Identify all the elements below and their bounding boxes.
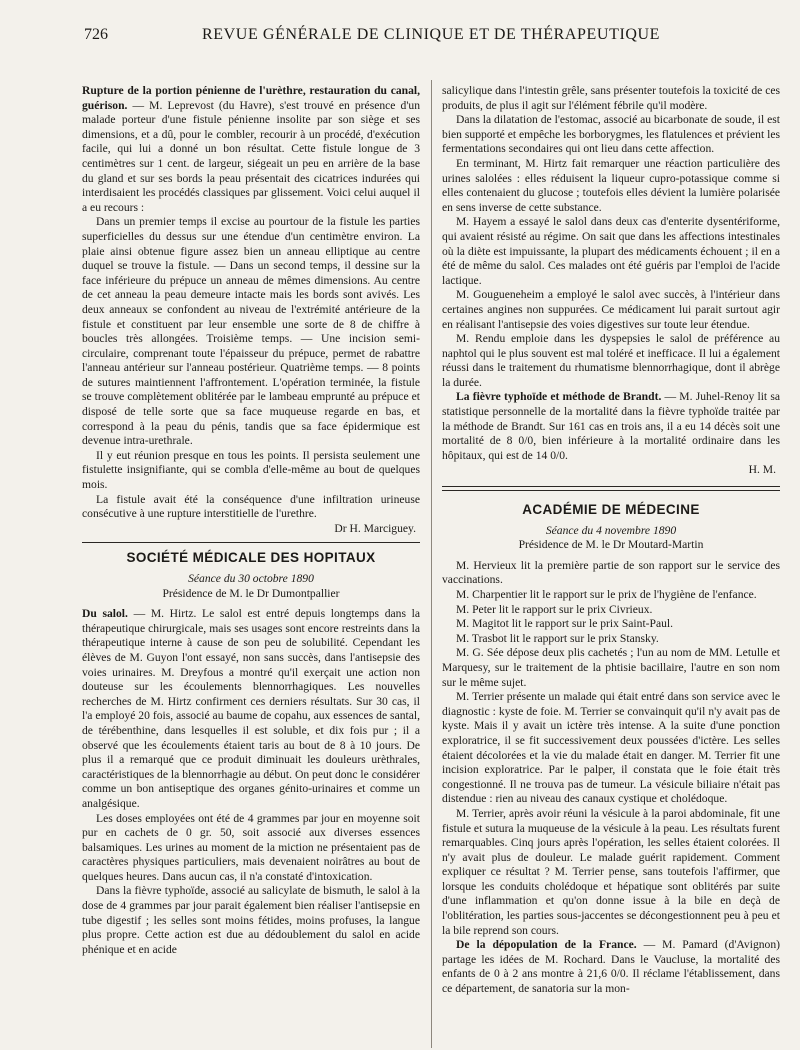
section-title: SOCIÉTÉ MÉDICALE DES HOPITAUX xyxy=(126,550,376,566)
left-column xyxy=(82,84,420,957)
article-paragraph: M. Charpentier lit le rapport sur le prix de l'hygiène de l'enfance. xyxy=(456,588,757,601)
article-text: — M. Hirtz. Le salol est entré depuis longtemps dans la thérapeutique chirurgicale, mais ses usages sont encore restreints dans la thérapeutique interne à cause de son peu de solubilité. Cependant les élèves de M. Guyon l'ont essayé, non sans succès, dans l'antisepsie des voies urinaires. M. Dreyfous a montré qu'il exerçait une action non douteuse sur les écoulements blennorrhagiques. Les nouvelles recherches de M. Hirtz confirment ces derniers résultats. Sur 30 cas, il l'a employé 20 fois, associé au baume de copahu, aux essences de santal, de térébenthine, dans lesquelles il est soluble, et dix fois pur ; il a observé que les écoulements étaient taris au bout de 8 à 10 jours. De plus il a remarqué que ce produit diminuait les douleurs urèthrales, caractéristiques de la blennorrhagie au début. On peut donc le considérer comme un bon antiseptique des organes génito-urinaires et comme un analgésique. xyxy=(82,607,420,810)
running-title: REVUE GÉNÉRALE DE CLINIQUE ET DE THÉRAPEUTIQUE xyxy=(202,26,661,43)
article-paragraph: Dans la fièvre typhoïde, associé au salicylate de bismuth, le salol à la dose de 4 grammes par jour parait également bien réaliser l'antisepsie en tube digestif ; les selles sont moins fétides, moins profuses, la langue plus propre. Cette action est due au dédoublement du salol en acide phénique et en acide xyxy=(82,884,420,956)
article-paragraph: Dans la dilatation de l'estomac, associé au bicarbonate de soude, il est bien supporté et empêche les borborygmes, les flatulences et prévient les fermentations secondaires qui ont lieu dans cette affection. xyxy=(442,113,780,156)
page-number: 726 xyxy=(84,26,108,43)
article-paragraph: M. Terrier, après avoir réuni la vésicule à la paroi abdominale, fit une fistule et sutura la muqueuse de la vésicule à la peau. Les résultats furent remarquables. Cinq jours après l'opération, les selles étaient colorées. Il n'y avait plus de douleur. Le malade guérit rapidement. Comment expliquer ce résultat ? M. Terrier pense, sans toutefois l'affirmer, que lorsque les conduits cholédoque et hépatique sont oblitérés par suite d'une inflammation et qu'on donne issue à la bile en deçà de l'oblitération, les parties sous-jaccentes se décongestionnent peu à peu et la bile reprend son cours. xyxy=(442,806,780,937)
article-paragraph: M. Magitot lit le rapport sur le prix Saint-Paul. xyxy=(456,617,674,631)
article-text: — M. Leprevost (du Havre), s'est trouvé en présence d'un malade porteur d'une fistule pénienne insolite par son siège et ses dimensions, et a dû, pour le combler, recourir à un procédé, d'exécution facile, qui lui a donné un bon résultat. Cette fistule longue de 3 centimètres sur 1 cent. de largeur, siégeait un peu en arrière de la base du gland et sur ses bords la peau présentait des cicatrices indurées qui interdisaient les procédés classiques par glissement. Voici celui auquel il a eu recours : xyxy=(82,98,420,214)
article-paragraph: En terminant, M. Hirtz fait remarquer une réaction particulière des urines salolées : elles réduisent la liqueur cupro-potassique comme si elles contenaient du glucose ; toutefois elles dévient la lumière polarisée en sens inverse de cette substance. xyxy=(442,156,780,214)
presidence-line: Présidence de M. le Dr Moutard-Martin xyxy=(518,538,704,552)
seance-date: Séance du 30 octobre 1890 xyxy=(188,572,314,585)
article-paragraph: M. Hervieux lit la première partie de son rapport sur le service des vaccinations. xyxy=(442,558,780,587)
right-column xyxy=(442,84,780,997)
page-header xyxy=(84,24,774,52)
article-paragraph: M. Peter lit le rapport sur le prix Civrieux. xyxy=(456,602,653,616)
section-rule xyxy=(442,486,780,491)
article-rubric: Rupture de la portion pénienne de l'urèthre, restauration du canal, guérison. xyxy=(82,84,420,112)
column-divider xyxy=(431,80,432,1048)
article-rubric: La fièvre typhoïde et méthode de Brandt. xyxy=(456,390,662,404)
article-text: — M. Juhel-Renoy lit sa statistique personnelle de la mortalité dans la fièvre typhoïde traitée par la méthode de Brandt. Sur 161 cas en trois ans, il a eu 14 décès soit une mortalité de 8 0/0, bien inférieure à la mortalité ordinaire dans les hôpitaux, qui est de 14 0/0. xyxy=(442,390,780,462)
section-rule xyxy=(82,542,420,543)
article-signature: Dr H. Marciguey. xyxy=(334,521,416,535)
article-paragraph: M. Trasbot lit le rapport sur le prix Stansky. xyxy=(456,631,659,645)
article-rubric: Du salol. xyxy=(82,607,128,621)
article-paragraph: M. Terrier présente un malade qui était entré dans son service avec le diagnostic : kyste de foie. M. Terrier se convainquit qu'il n'y avait pas de kyste. Mais il y avait un ictère très intense. A la suite d'une ponction exploratrice, il se fit successivement deux poussées d'ictère. Les selles étaient décolorées et la vie du malade était en danger. M. Terrier fit une incision exploratrice. Par le palper, il constata que le foie était très congestionné. Il ne trouva pas de tumeur. La vésicule biliaire n'était pas distendue : rien au niveau des canaux cystique et cholédoque. xyxy=(442,690,780,806)
article-rubric: De la dépopulation de la France. xyxy=(456,938,637,952)
article-paragraph xyxy=(442,390,780,463)
article-paragraph: M. Rendu emploie dans les dyspepsies le salol de préférence au naphtol qui le plus souvent est mal toléré et inefficace. Il lui a également réussi dans le traitement du rhumatisme blennorrhagique, dont il abrège la durée. xyxy=(442,332,780,389)
article-paragraph: Il y eut réunion presque en tous les points. Il persista seulement une fistulette insignifiante, qui se combla d'elle-même au bout de quelques mois. xyxy=(82,448,420,492)
article-paragraph: M. Gougueneheim a employé le salol avec succès, à l'intérieur dans certaines angines non suppurées. Ce médicament lui parait surtout agir en réalisant l'antisepsie des voies digestives sur toute leur étendue. xyxy=(442,288,780,331)
article-paragraph: La fistule avait été la conséquence d'une infiltration urineuse consécutive à une rupture interstitielle de l'urethre. xyxy=(82,492,420,521)
presidence-line: Présidence de M. le Dr Dumontpallier xyxy=(162,586,340,600)
article-paragraph xyxy=(82,84,420,215)
article-paragraph: M. Hayem a essayé le salol dans deux cas d'enterite dysentériforme, qui avaient résisté au régime. On sait que dans les affections intestinales où la diète est impuissante, la plupart des médicaments échouent ; il en a été de même du salol. Ces malades ont été guéris par l'emploi de l'acide lactique. xyxy=(442,215,780,287)
article-paragraph: salicylique dans l'intestin grêle, sans présenter toutefois la toxicité de ces produits, de plus il agit sur l'élément fébrile qu'il modère. xyxy=(442,84,780,112)
article-paragraph: M. G. Sée dépose deux plis cachetés ; l'un au nom de MM. Letulle et Marquesy, sur le traitement de la phtisie bacillaire, l'autre en son nom sur le même sujet. xyxy=(442,646,780,689)
article-paragraph: Les doses employées ont été de 4 grammes par jour en moyenne soit pur en cachets de 0 gr. 50, soit associé aux diverses essences balsamiques. Les urines au moment de la miction ne présentaient pas de caractères physiques particuliers, mais devenaient noirâtres au bout de quelques heures. Dans aucun cas, il n'a constaté d'intoxication. xyxy=(82,811,420,883)
article-paragraph xyxy=(442,938,780,996)
article-text: — M. Pamard (d'Avignon) partage les idées de M. Rochard. Dans le Vaucluse, la mortalité des enfants de 0 à 2 ans montre à 21,6 0/0. Il réclame l'établissement, dans ce département, de sanatoria sur la mon- xyxy=(442,938,780,996)
article-signature: H. M. xyxy=(748,463,776,477)
article-paragraph xyxy=(82,607,420,811)
section-title: ACADÉMIE DE MÉDECINE xyxy=(522,502,700,518)
article-paragraph: Dans un premier temps il excise au pourtour de la fistule les parties superficielles du dessus sur une étendue d'un centimètre environ. La plaie ainsi obtenue figure assez bien un anneau elliptique au centre duquel se trouve la fistule. — Dans un second temps, il dessine sur la face inférieure du prépuce un anneau de mêmes dimensions. Au centre de cet anneau la peau demeure intacte mais les bords sont avivés. Les deux anneaux se confondent au niveau de l'extrémité antérieure de la fistule et constituent par leur ensemble une sorte de 8 de chiffre à boucles très allongées. Troisième temps. — Une incision semi-circulaire, comprenant toute l'épaisseur du prépuce, permet de rabattre l'anneau antérieur sur l'anneau postérieur. Quatrième temps. — 8 points de sutures maintiennent l'affrontement. L'opération terminée, la fistule se trouve complètement oblitérée par le lambeau emprunté au prépuce et disposé de telle sorte que sa face muqueuse regarde en bas, et correspond à la peau du pénis, tandis que sa face épidermique est devenue intra-urethrale. xyxy=(82,215,420,448)
seance-date: Séance du 4 novembre 1890 xyxy=(545,523,677,537)
